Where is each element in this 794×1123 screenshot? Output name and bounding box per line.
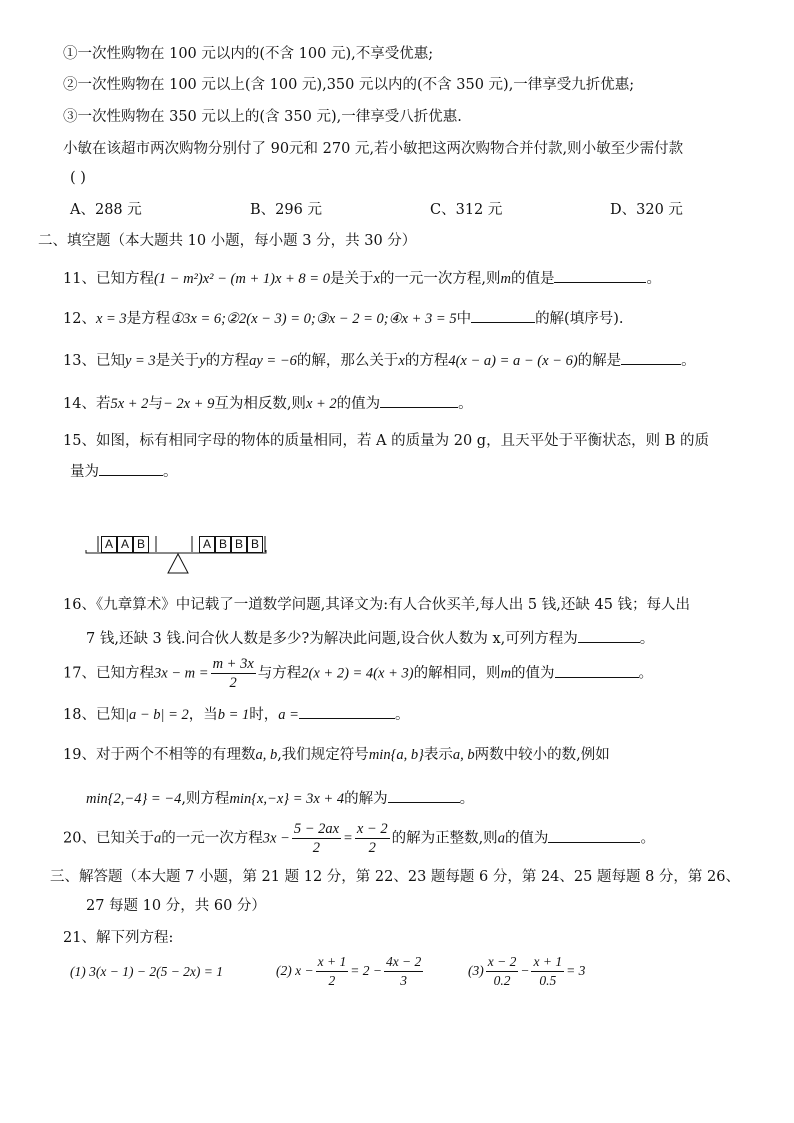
q21-p3-fraction-1: $\frac{x - 2}{0.2}$ — [487, 954, 517, 988]
question-15-line-2: 量为 。 — [70, 461, 178, 482]
q16-answer-blank[interactable] — [578, 628, 640, 643]
q20-fraction-2: $\frac{x - 2}{2}$ — [356, 821, 388, 856]
q21-p2-fraction-2: $\frac{4x - 2}{3}$ — [385, 954, 422, 988]
q10-option-c: C、312 元 — [430, 202, 503, 218]
question-18: 18、已知|a − b| = 2，当b = 1时，a = 。 — [63, 704, 409, 725]
question-16-line-2: 7 钱,还缺 3 钱.问合伙人数是多少?为解决此问题,设合伙人数为 x,可列方程为 。 — [86, 628, 654, 649]
q10-option-b: B、296 元 — [250, 202, 322, 218]
q15-answer-blank[interactable] — [99, 461, 163, 476]
q10-option-a: A、288 元 — [70, 202, 142, 218]
question-19-line-1: 19、对于两个不相等的有理数a, b,我们规定符号min{a, b}表示a, b两数中较小的数,例如 — [63, 747, 610, 763]
block-left-3: B — [133, 536, 149, 553]
block-right-4: B — [247, 536, 263, 553]
q18-answer-blank[interactable] — [299, 704, 395, 719]
q10-paren: ( ) — [70, 170, 86, 186]
q21-part-1: (1) 3(x − 1) − 2(5 − 2x) = 1 — [70, 964, 224, 979]
question-15-line-1: 15、如图，标有相同字母的物体的质量相同，若 A 的质量为 20 g，且天平处于平衡状态，则 B 的质 — [63, 433, 709, 449]
rule-1: ①一次性购物在 100 元以内的(不含 100 元),不享受优惠; — [63, 46, 434, 62]
section-2-heading: 二、填空题（本大题共 10 小题，每小题 3 分，共 30 分） — [38, 233, 417, 249]
q20-fraction-1: $\frac{5 - 2ax}{2}$ — [293, 821, 340, 856]
question-11: 11、已知方程(1 − m²)x² − (m + 1)x + 8 = 0是关于x的一元一次方程,则m的值是 。 — [63, 268, 661, 289]
question-20: 20、已知关于a的一元一次方程3x − $\frac{5 - 2ax}{2}$ = $\frac{x - 2}{2}$ 的解为正整数,则a的值为 。 — [63, 821, 655, 856]
q20-answer-blank[interactable] — [548, 828, 640, 843]
block-right-3: B — [231, 536, 247, 553]
q14-answer-blank[interactable] — [380, 393, 458, 408]
q21-p2-fraction-1: $\frac{x + 1}{2}$ — [317, 954, 347, 988]
question-12: 12、x = 3是方程①3x = 6;②2(x − 3) = 0;③x − 2 = 0;④x + 3 = 5中 的解(填序号). — [63, 308, 624, 329]
block-left-1: A — [101, 536, 117, 553]
section-3-heading-line-2: 27 每题 10 分，共 60 分） — [86, 898, 266, 914]
block-right-2: B — [215, 536, 231, 553]
q17-fraction: $\frac{m + 3x}{2}$ — [212, 656, 254, 691]
section-3-heading-line-1: 三、解答题（本大题 7 小题，第 21 题 12 分，第 22、23 题每题 6 分，第 24、25 题每题 8 分，第 26、 — [50, 869, 740, 885]
question-13: 13、已知y = 3是关于y的方程ay = −6的解，那么关于x的方程4(x − a) = a − (x − 6)的解是 。 — [63, 350, 696, 371]
balance-scale-drawing — [82, 530, 278, 586]
question-21-title: 21、解下列方程: — [63, 930, 174, 946]
rule-3: ③一次性购物在 350 元以上的(含 350 元),一律享受八折优惠. — [63, 109, 462, 125]
question-17: 17、已知方程3x − m = $\frac{m + 3x}{2}$ 与方程2(x + 2) = 4(x + 3)的解相同，则m的值为 。 — [63, 656, 654, 691]
q21-part-2: (2) x − $\frac{x + 1}{2}$ = 2 − $\frac{4x - 2}{3}$ — [276, 954, 422, 988]
q17-answer-blank[interactable] — [555, 663, 639, 678]
block-right-1: A — [199, 536, 215, 553]
q19-answer-blank[interactable] — [388, 788, 460, 803]
q13-answer-blank[interactable] — [621, 350, 681, 365]
question-14: 14、若5x + 2与− 2x + 9互为相反数,则x + 2的值为 。 — [63, 393, 473, 414]
q21-p3-fraction-2: $\frac{x + 1}{0.5}$ — [533, 954, 563, 988]
rule-2: ②一次性购物在 100 元以上(含 100 元),350 元以内的(不含 350 元),一律享受九折优惠; — [63, 77, 635, 93]
q10-stem: 小敏在该超市两次购物分别付了 90元和 270 元,若小敏把这两次购物合并付款,则小敏至少需付款 — [63, 141, 684, 157]
q10-option-d: D、320 元 — [610, 202, 683, 218]
block-left-2: A — [117, 536, 133, 553]
q21-part-3: (3) $\frac{x - 2}{0.2}$ − $\frac{x + 1}{0.5}$ = 3 — [468, 954, 586, 988]
q12-answer-blank[interactable] — [471, 308, 535, 323]
q11-answer-blank[interactable] — [554, 268, 646, 283]
question-19-line-2: min{2,−4} = −4,则方程min{x,−x} = 3x + 4的解为 。 — [86, 788, 474, 809]
question-16-line-1: 16、《九章算术》中记载了一道数学问题,其译文为:有人合伙买羊,每人出 5 钱,还缺 45 钱；每人出 — [63, 597, 691, 613]
